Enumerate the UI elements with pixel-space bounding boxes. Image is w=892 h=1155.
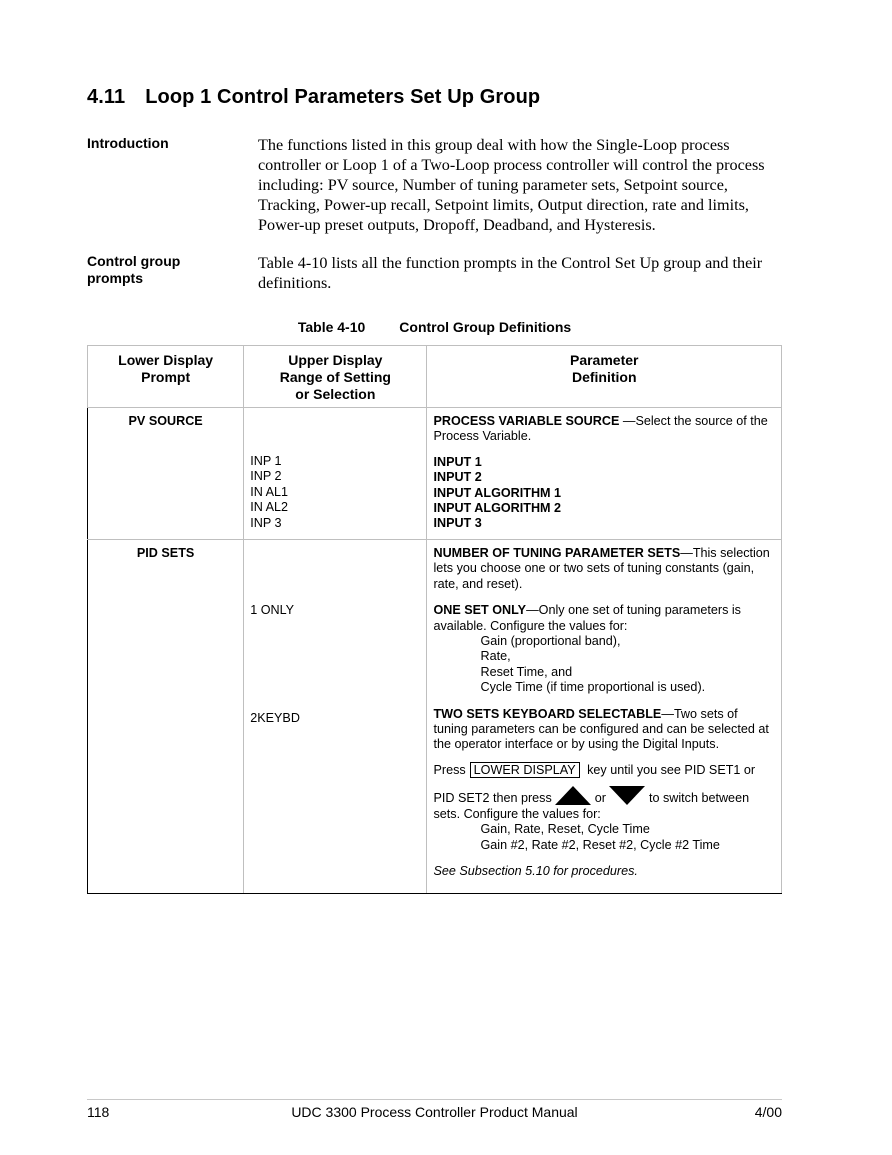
up-triangle-icon [555, 785, 591, 805]
table-row [88, 408, 782, 540]
footer-manual-title: UDC 3300 Process Controller Product Manual [291, 1104, 578, 1120]
table-caption-number: Table 4-10 [297, 319, 366, 335]
press-arrows-line: PID SET2 then press or to switch between [427, 778, 781, 806]
pv-source-options: INP 1 INP 2 IN AL1 IN AL2 INP 3 [250, 454, 289, 530]
header-lower-display: Lower Display Prompt [88, 346, 244, 408]
see-subsection-note: See Subsection 5.10 for procedures. [433, 863, 638, 878]
pid-sets-definition: NUMBER OF TUNING PARAMETER SETS—This selection lets you choose one or two sets of tuning constants (gain, rate, and reset). [433, 546, 770, 591]
table-header-row [88, 346, 782, 408]
header-parameter-definition: Parameter Definition [427, 346, 782, 408]
pid-sets-option-1: 1 ONLY [250, 603, 295, 617]
footer-date: 4/00 [754, 1104, 782, 1120]
section-number: 4.11 [87, 86, 126, 108]
intro-label: Introduction [87, 135, 169, 151]
press-key-line: Press LOWER DISPLAY key until you see PID SET1 or [433, 762, 756, 777]
pv-source-prompt: PV SOURCE [128, 414, 203, 428]
section-title [87, 86, 540, 109]
pv-source-option-definitions: INPUT 1 INPUT 2 INPUT ALGORITHM 1 INPUT ALGORITHM 2 INPUT 3 [433, 454, 562, 531]
down-triangle-icon [609, 785, 645, 805]
configure-line: sets. Configure the values for: [433, 806, 601, 821]
one-set-only-items: Gain (proportional band), Rate, Reset Time, and Cycle Time (if time proportional is used). [480, 634, 706, 695]
two-sets-items: Gain, Rate, Reset, Cycle Time Gain #2, Rate #2, Reset #2, Cycle #2 Time [480, 822, 720, 852]
prompts-text: Table 4-10 lists all the function prompts in the Control Set Up group and their definitions. [258, 254, 763, 292]
one-set-only-definition: ONE SET ONLY—Only one set of tuning parameters is available. Configure the values for: [433, 603, 741, 633]
table-caption [87, 319, 782, 335]
pv-source-definition: PROCESS VARIABLE SOURCE —Select the source of the Process Variable. [433, 414, 768, 444]
pid-sets-option-2: 2KEYBD [250, 711, 300, 726]
table-row [88, 540, 782, 894]
footer-divider [87, 1099, 782, 1100]
control-group-table [87, 345, 782, 894]
table-caption-title: Control Group Definitions [399, 319, 572, 335]
footer-page-number: 118 [87, 1104, 110, 1120]
prompts-label: Control group prompts [87, 253, 181, 286]
intro-text: The functions listed in this group deal with how the Single-Loop process controller or Loop 1 of a Two-Loop process controller will control the process including: PV source, Number of tuning parameter sets, Setpoint source, Tracking, Power-up recall, Setpoint limits, Output direction, rate and limits, Power-up preset outputs, Dropoff, Deadband, and Hysteresis. [258, 136, 765, 234]
pid-sets-prompt: PID SETS [136, 546, 195, 560]
two-sets-definition: TWO SETS KEYBOARD SELECTABLE—Two sets of tuning parameters can be configured and can be selected at the operator interface or by using the Digital Inputs. [433, 706, 769, 752]
section-heading: Loop 1 Control Parameters Set Up Group [145, 86, 541, 108]
header-upper-display: Upper Display Range of Setting or Selection [244, 346, 427, 408]
lower-display-key: LOWER DISPLAY [470, 762, 580, 778]
